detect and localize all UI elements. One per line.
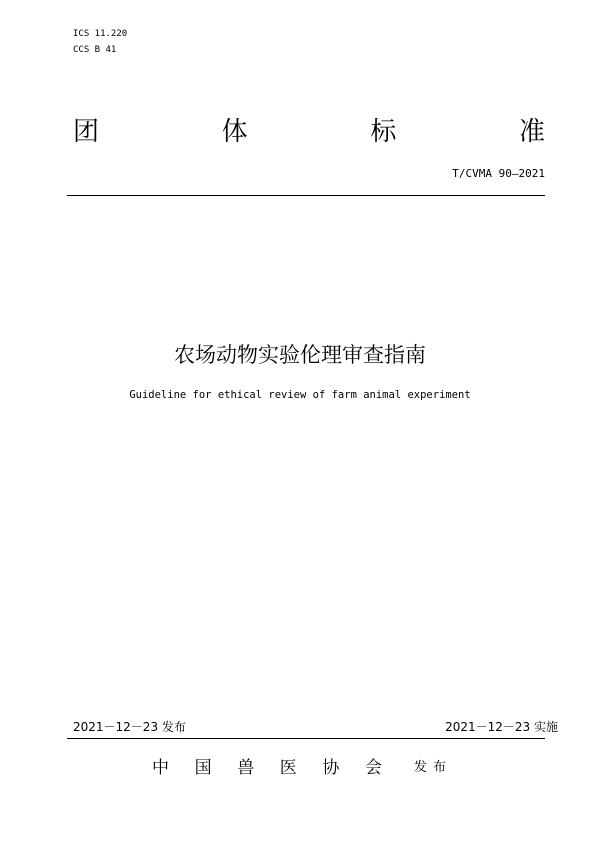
standard-type-char: 团 bbox=[73, 117, 100, 147]
issue-label: 发布 bbox=[414, 760, 453, 775]
implementation-date: 2021－12－23 实施 bbox=[445, 720, 558, 734]
issuer-char: 会 bbox=[364, 758, 382, 778]
footer-divider bbox=[67, 738, 545, 739]
standard-type-heading bbox=[73, 116, 545, 148]
issuer-char: 中 bbox=[152, 758, 169, 778]
header-divider bbox=[67, 195, 545, 196]
standard-type-char: 体 bbox=[221, 117, 248, 147]
document-title-chinese: 农场动物实验伦理审查指南 bbox=[174, 343, 426, 367]
issue-date: 2021－12－23 发布 bbox=[73, 720, 186, 734]
ccs-code: CCS B 41 bbox=[73, 45, 117, 55]
issuer-char: 国 bbox=[194, 758, 212, 778]
standard-type-char: 准 bbox=[518, 117, 545, 147]
document-title-english: Guideline for ethical review of farm animal experiment bbox=[129, 389, 471, 401]
issuer-char: 兽 bbox=[237, 758, 255, 778]
ics-code: ICS 11.220 bbox=[73, 29, 128, 39]
issuer-char: 协 bbox=[322, 758, 340, 778]
standard-number: T/CVMA 90—2021 bbox=[452, 167, 545, 180]
standard-type-char: 标 bbox=[370, 117, 397, 147]
issuer-name bbox=[152, 757, 382, 779]
issuer-char: 医 bbox=[279, 758, 297, 778]
